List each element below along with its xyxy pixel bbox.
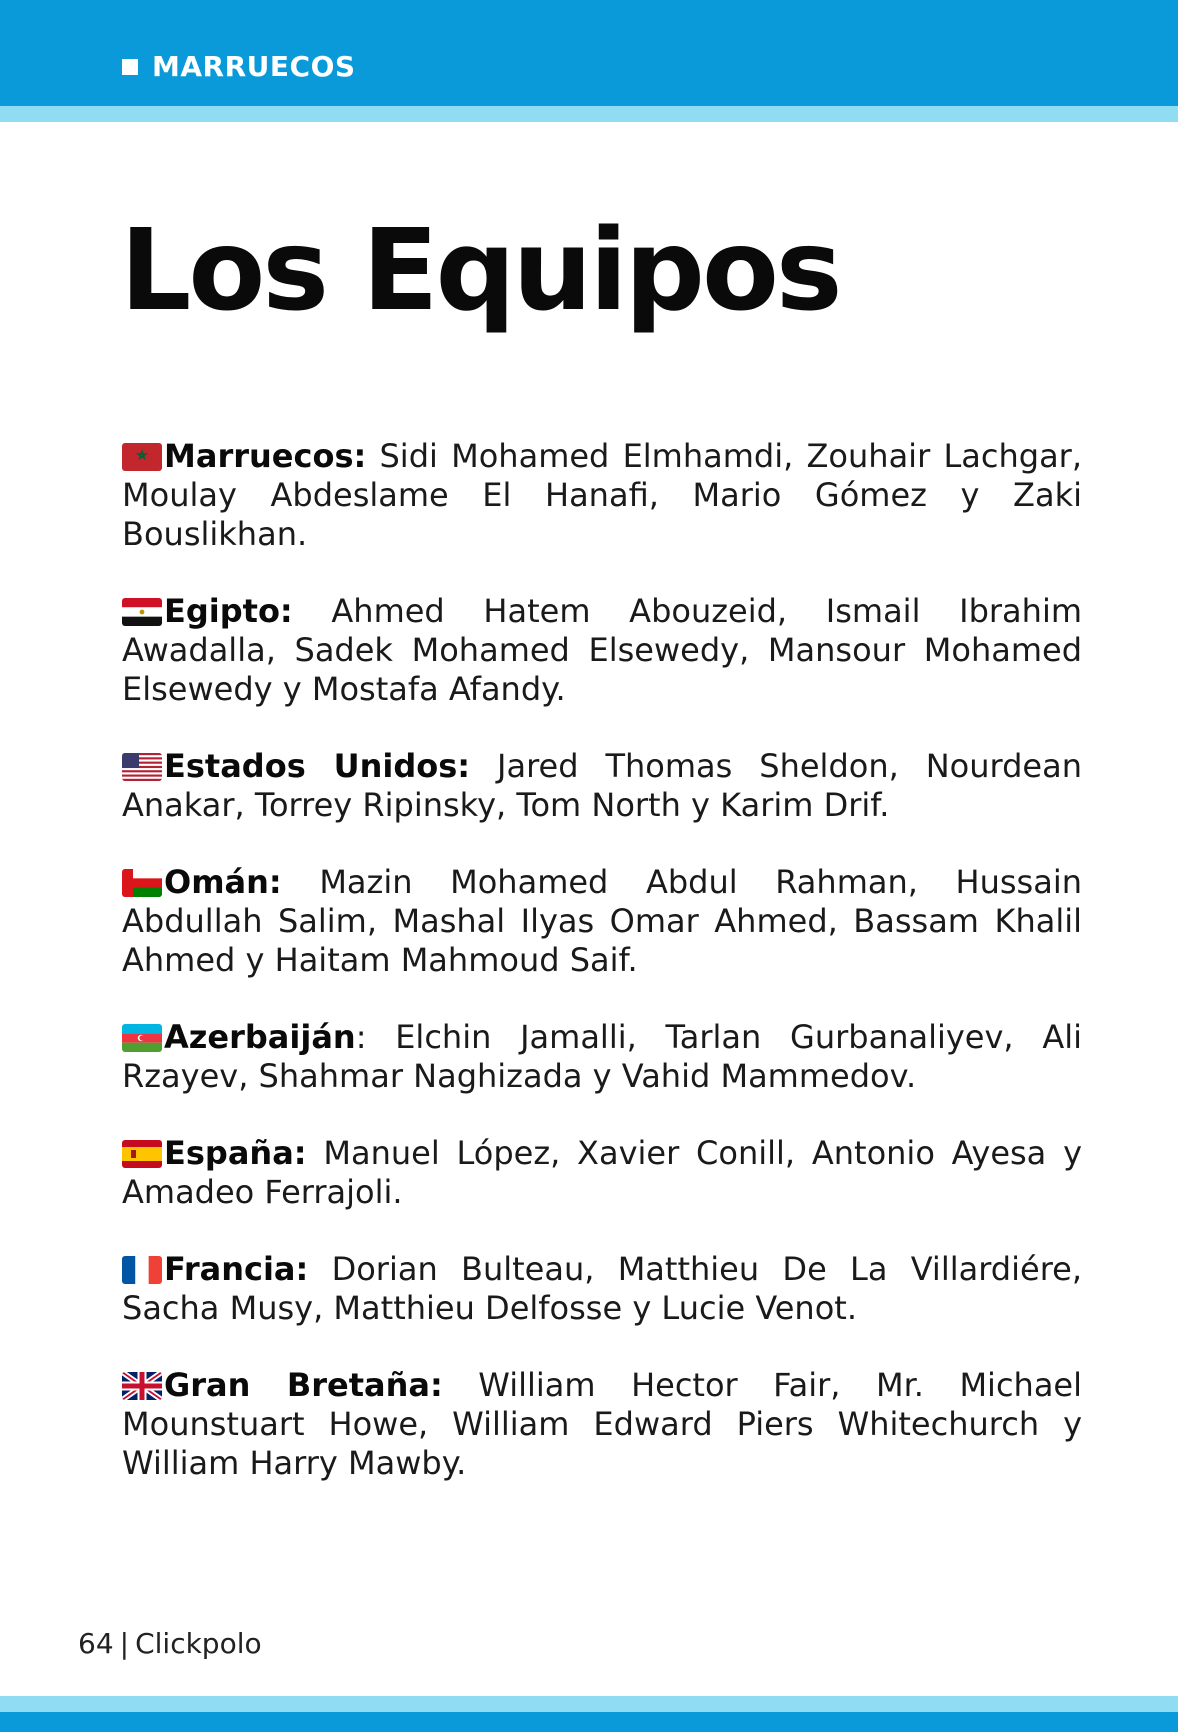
team-country: Estados Unidos:	[164, 747, 471, 785]
footer-accent-stripe	[0, 1696, 1178, 1712]
footer-separator: |	[119, 1627, 130, 1660]
egypt-flag-icon	[122, 598, 162, 626]
team-country: Omán:	[164, 863, 282, 901]
section-label-text: MARRUECOS	[152, 50, 356, 83]
team-entry-usa	[122, 747, 1082, 825]
azerbaijan-flag-icon	[122, 1024, 162, 1052]
team-members: : Elchin Jamalli, Tarlan Gurbanaliyev, Ali Rzayev, Shahmar Naghizada y Vahid Mammedov.	[122, 1018, 1082, 1095]
team-entry-great-britain	[122, 1366, 1082, 1483]
team-entry-france	[122, 1250, 1082, 1328]
team-entry-azerbaijan	[122, 1018, 1082, 1096]
team-members: Dorian Bulteau, Matthieu De La Villardiére, Sacha Musy, Matthieu Delfosse y Lucie Venot.	[122, 1250, 1082, 1327]
team-country: Egipto:	[164, 592, 293, 630]
team-country: Gran Bretaña:	[164, 1366, 443, 1404]
page-title: Los Equipos	[120, 206, 840, 336]
page-footer	[78, 1627, 262, 1660]
team-members: Mazin Mohamed Abdul Rahman, Hussain Abdullah Salim, Mashal Ilyas Omar Ahmed, Bassam Khalil Ahmed y Haitam Mahmoud Saif.	[122, 863, 1082, 979]
section-label	[122, 50, 356, 83]
usa-flag-icon	[122, 753, 162, 781]
header-accent-stripe	[0, 106, 1178, 122]
france-flag-icon	[122, 1256, 162, 1284]
footer-brand: Clickpolo	[135, 1627, 262, 1660]
square-bullet-icon	[122, 59, 138, 75]
team-members: Jared Thomas Sheldon, Nourdean Anakar, Torrey Ripinsky, Tom North y Karim Drif.	[122, 747, 1083, 824]
team-country: España:	[164, 1134, 307, 1172]
spain-flag-icon	[122, 1140, 162, 1168]
team-members: Manuel López, Xavier Conill, Antonio Ayesa y Amadeo Ferrajoli.	[122, 1134, 1082, 1211]
team-members: Ahmed Hatem Abouzeid, Ismail Ibrahim Awadalla, Sadek Mohamed Elsewedy, Mansour Mohamed Elsewedy y Mostafa Afandy.	[122, 592, 1082, 708]
footer-bar	[0, 1712, 1178, 1732]
team-entry-egypt	[122, 592, 1082, 709]
teams-list	[122, 437, 1082, 1521]
page-number: 64	[78, 1627, 114, 1660]
team-entry-oman	[122, 863, 1082, 980]
great-britain-flag-icon	[122, 1372, 162, 1400]
team-entry-spain	[122, 1134, 1082, 1212]
team-members: Sidi Mohamed Elmhamdi, Zouhair Lachgar, Moulay Abdeslame El Hanafi, Mario Gómez y Zaki Bouslikhan.	[122, 437, 1082, 553]
oman-flag-icon	[122, 869, 162, 897]
team-country: Marruecos:	[164, 437, 367, 475]
team-country: Francia:	[164, 1250, 309, 1288]
team-members: William Hector Fair, Mr. Michael Mounstuart Howe, William Edward Piers Whitechurch y William Harry Mawby.	[122, 1366, 1082, 1482]
team-country: Azerbaiján	[164, 1018, 356, 1056]
morocco-flag-icon	[122, 443, 162, 471]
team-entry-morocco	[122, 437, 1082, 554]
